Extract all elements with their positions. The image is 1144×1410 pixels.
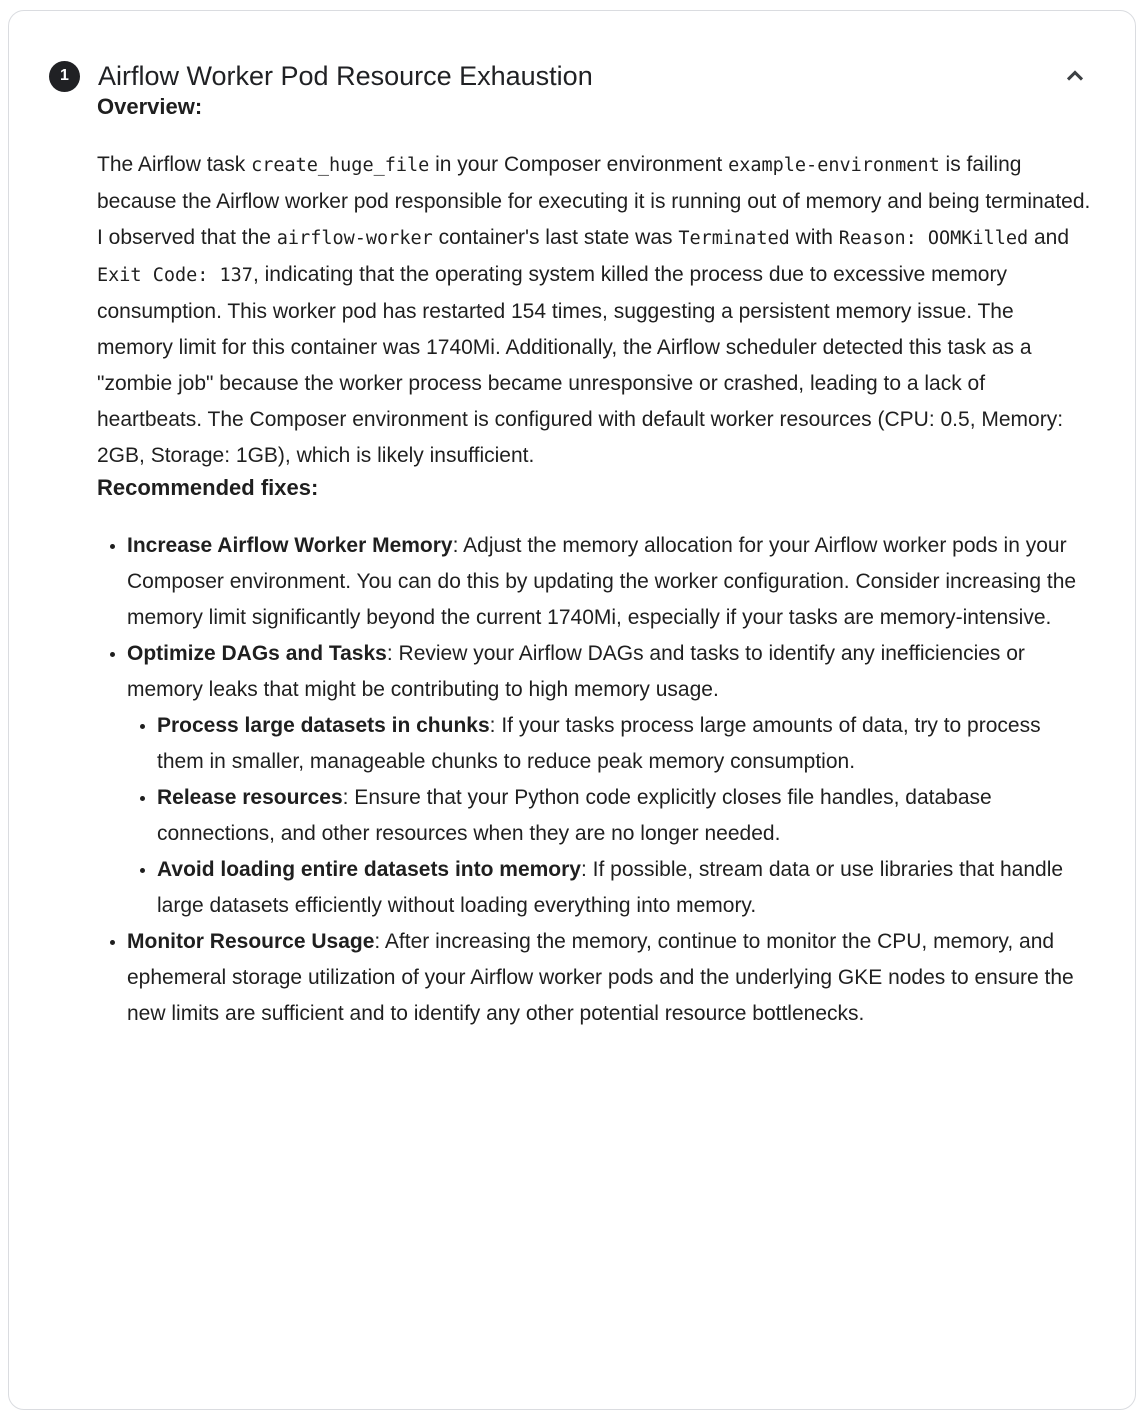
inline-code: example-environment xyxy=(728,155,940,176)
fix-item-lead: Monitor Resource Usage xyxy=(127,930,375,953)
fix-item: • Release resources: Ensure that your Python code explicitly closes file handles, database connections, and other resources when they are no longer needed. xyxy=(157,780,1091,852)
fix-item: • Optimize DAGs and Tasks: Review your Airflow DAGs and tasks to identify any inefficiencies or memory leaks that might be contributing to high memory usage. • Process large datasets in chunks: If your tasks process large amounts of data, try to process them in smaller, manageable chunks to reduce peak memory consumption. • Release resources: Ensure that your Python code explicitly closes file handles, database connections, and other resources when they are no longer needed. • Avoid loading entire datasets into memory: If possible, stream data or use libraries that handle large datasets efficiently without loading everything into memory. xyxy=(127,636,1091,924)
fix-item-sublist xyxy=(127,708,1091,924)
fix-item: • Process large datasets in chunks: If your tasks process large amounts of data, try to process them in smaller, manageable chunks to reduce peak memory consumption. xyxy=(157,708,1091,780)
fix-item: • Avoid loading entire datasets into memory: If possible, stream data or use libraries that handle large datasets efficiently without loading everything into memory. xyxy=(157,852,1091,924)
issue-title: Airflow Worker Pod Resource Exhaustion xyxy=(98,61,593,91)
issue-card-header[interactable] xyxy=(9,11,1135,93)
issue-card-body xyxy=(9,93,1135,1092)
issue-number-badge: 1 xyxy=(49,61,80,92)
fix-item: • Monitor Resource Usage: After increasing the memory, continue to monitor the CPU, memory, and ephemeral storage utilization of your Airflow worker pods and the underlying GKE nodes to ensure the new limits are sufficient and to identify any other potential resource bottlenecks. xyxy=(127,924,1091,1032)
fix-item-lead: Avoid loading entire datasets into memory xyxy=(157,858,581,881)
inline-code: Reason: OOMKilled xyxy=(838,228,1029,249)
fix-item-lead: Optimize DAGs and Tasks xyxy=(127,642,387,665)
fix-item: • Increase Airflow Worker Memory: Adjust the memory allocation for your Airflow worker pods in your Composer environment. You can do this by updating the worker configuration. Consider increasing the memory limit significantly beyond the current 1740Mi, especially if your tasks are memory-intensive. xyxy=(127,528,1091,636)
collapse-button[interactable] xyxy=(1059,60,1091,92)
overview-paragraph: The Airflow task create_huge_file in your Composer environment example-environment is failing because the Airflow worker pod responsible for executing it is running out of memory and being terminated. I observed that the airflow-worker container's last state was Terminated with Reason: OOMKilled and Exit Code: 137, indicating that the operating system killed the process due to excessive memory consumption. This worker pod has restarted 154 times, suggesting a persistent memory issue. The memory limit for this container was 1740Mi. Additionally, the Airflow scheduler detected this task as a "zombie job" because the worker process became unresponsive or crashed, leading to a lack of heartbeats. The Composer environment is configured with default worker resources (CPU: 0.5, Memory: 2GB, Storage: 1GB), which is likely insufficient. xyxy=(97,153,1091,467)
chevron-up-icon xyxy=(1061,62,1089,90)
inline-code: create_huge_file xyxy=(251,155,430,176)
fix-item-lead: Release resources xyxy=(157,786,343,809)
inline-code: airflow-worker xyxy=(276,228,433,249)
fixes-heading: Recommended fixes: xyxy=(97,475,319,500)
inline-code: Exit Code: 137 xyxy=(97,265,253,286)
fix-item-lead: Increase Airflow Worker Memory xyxy=(127,534,453,557)
overview-heading: Overview: xyxy=(97,94,203,119)
issue-card xyxy=(8,10,1136,1410)
fix-item-lead: Process large datasets in chunks xyxy=(157,714,490,737)
fixes-list xyxy=(97,528,1091,1032)
inline-code: Terminated xyxy=(678,228,790,249)
